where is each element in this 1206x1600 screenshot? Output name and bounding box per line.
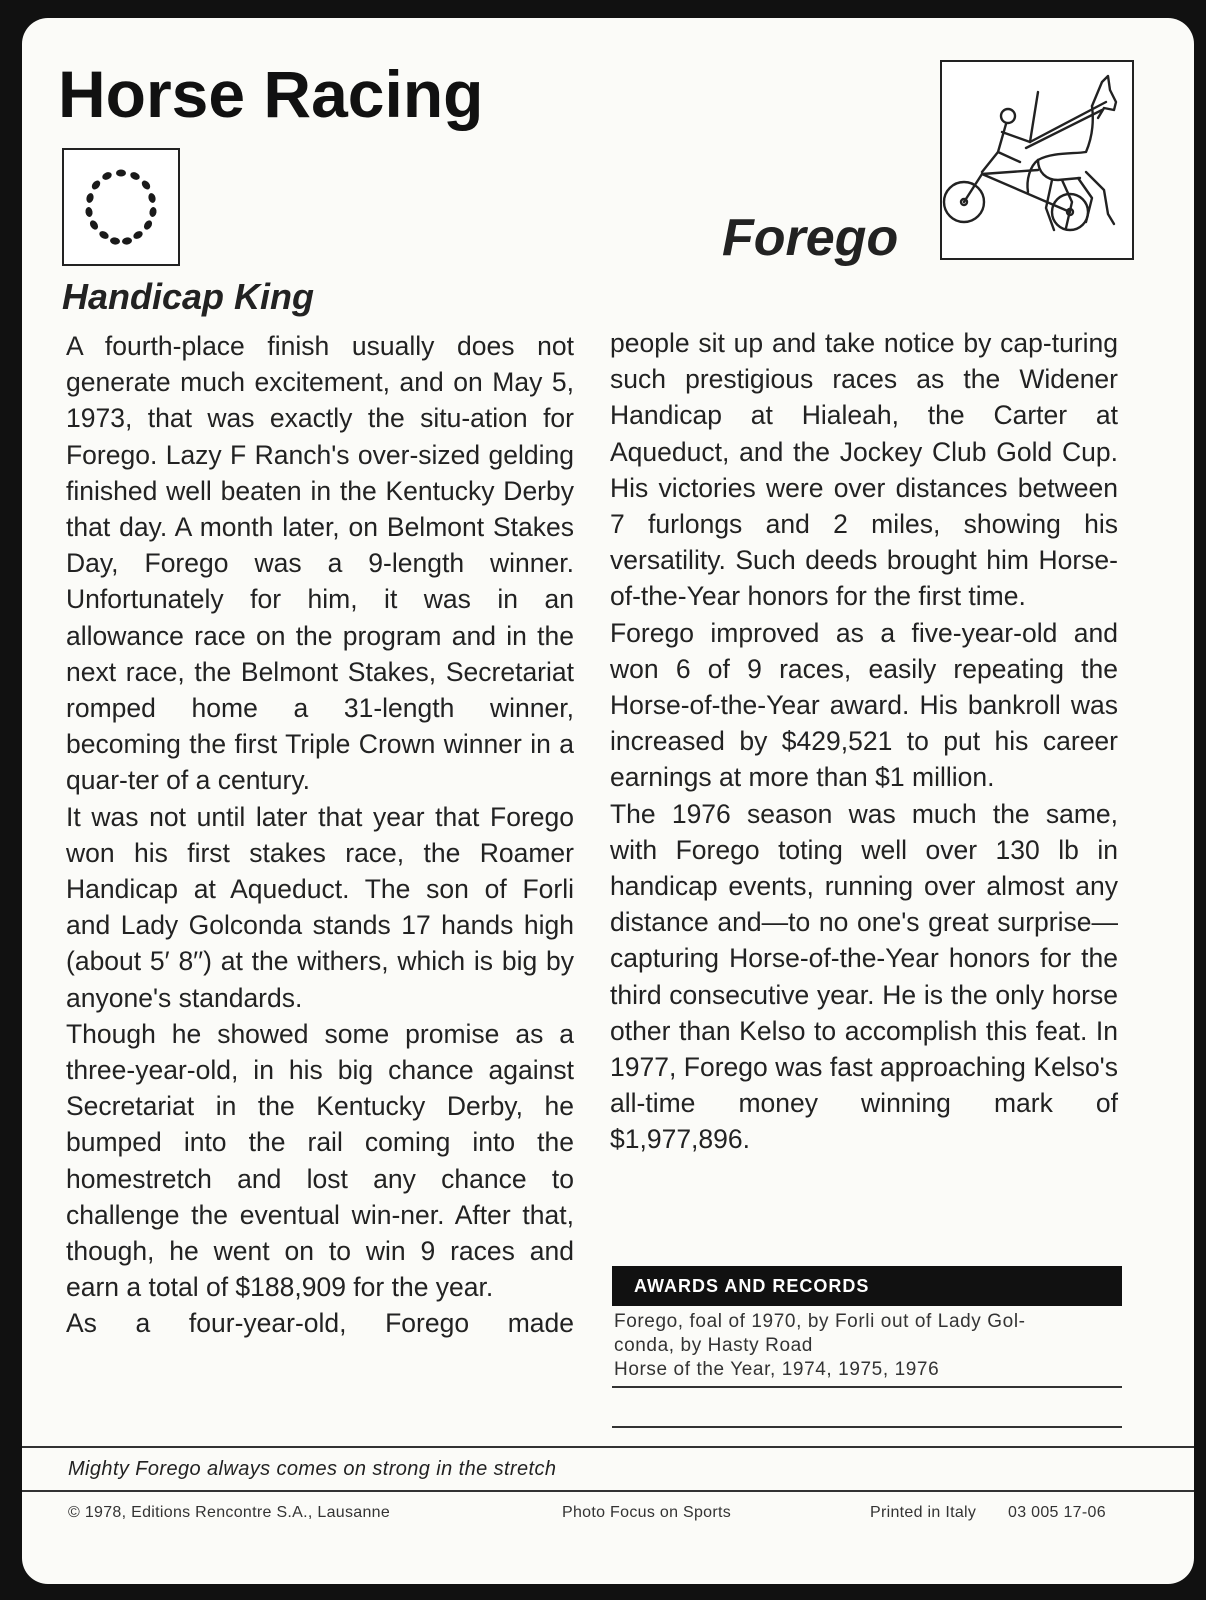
awards-rule (612, 1426, 1122, 1428)
paragraph: As a four-year-old, Forego made (66, 1308, 574, 1339)
card-code: 03 005 17-06 (1008, 1504, 1106, 1521)
article-subtitle: Handicap King (62, 276, 315, 317)
article-right-column (610, 325, 1118, 1158)
caption-divider (22, 1446, 1194, 1448)
awards-heading: AWARDS AND RECORDS (612, 1266, 1122, 1306)
awards-records (614, 1310, 1122, 1382)
printed-in: Printed in Italy (870, 1504, 977, 1521)
awards-rule (612, 1386, 1122, 1388)
paragraph: Though he showed some promise as a three-year-old, in his big chance against Secretariat in the Kentucky Derby, he bumped into the rail coming into the homestretch and lost any chance to challenge the eventual win-ner. After that, though, he went on to win 9 races and earn a total of $188,909 for the year. (66, 1018, 574, 1303)
trading-card (22, 18, 1194, 1584)
article-left-column (66, 328, 574, 1342)
paragraph: people sit up and take notice by cap-turing such prestigious races as the Widener Handicap at Hialeah, the Carter at Aqueduct, and the Jockey Club Gold Cup. His victories were over distances between 7 furlongs and 2 miles, showing his versatility. Such deeds brought him Horse-of-the-Year honors for the first time. (610, 328, 1118, 612)
horse-name: Forego (722, 209, 899, 267)
paragraph: The 1976 season was much the same, with Forego toting well over 130 lb in handicap events, running over almost any distance and—to no one's great surprise—capturing Horse-of-the-Year honors for the third consecutive year. He is the only horse other than Kelso to accomplish this feat. In 1977, Forego was fast approaching Kelso's all-time money winning mark of $1,977,896. (610, 798, 1118, 1155)
paragraph: Forego improved as a five-year-old and won 6 of 9 races, easily repeating the Horse-of-the-Year award. His bankroll was increased by $429,521 to put his career earnings at more than $1 million. (610, 617, 1118, 793)
laurel-wreath-icon (62, 148, 180, 266)
awards-line: Horse of the Year, 1974, 1975, 1976 (614, 1359, 940, 1380)
footer-divider (22, 1490, 1194, 1492)
photo-caption: Mighty Forego always comes on strong in the stretch (68, 1458, 557, 1480)
photo-credit: Photo Focus on Sports (562, 1504, 732, 1521)
paragraph: A fourth-place finish usually does not generate much excitement, and on May 5, 1973, that was exactly the situ-ation for Forego. Lazy F Ranch's over-sized gelding finished well beaten in the Kentucky Derby that day. A month later, on Belmont Stakes Day, Forego was a 9-length winner. Unfortunately for him, it was in an allowance race on the program and in the next race, the Belmont Stakes, Secretariat romped home a 31-length winner, becoming the first Triple Crown winner in a quar-ter of a century. (66, 331, 574, 796)
awards-line: Forego, foal of 1970, by Forli out of Lady Gol- (614, 1311, 1026, 1332)
copyright: © 1978, Editions Rencontre S.A., Lausanne (68, 1504, 391, 1521)
paragraph: It was not until later that year that Forego won his first stakes race, the Roamer Handicap at Aqueduct. The son of Forli and Lady Golconda stands 17 hands high (about 5′ 8′′) at the withers, which is big by anyone's standards. (66, 801, 574, 1013)
awards-line: conda, by Hasty Road (614, 1335, 813, 1356)
harness-racing-horse-illustration (940, 60, 1134, 260)
sport-title: Horse Racing (58, 57, 484, 131)
